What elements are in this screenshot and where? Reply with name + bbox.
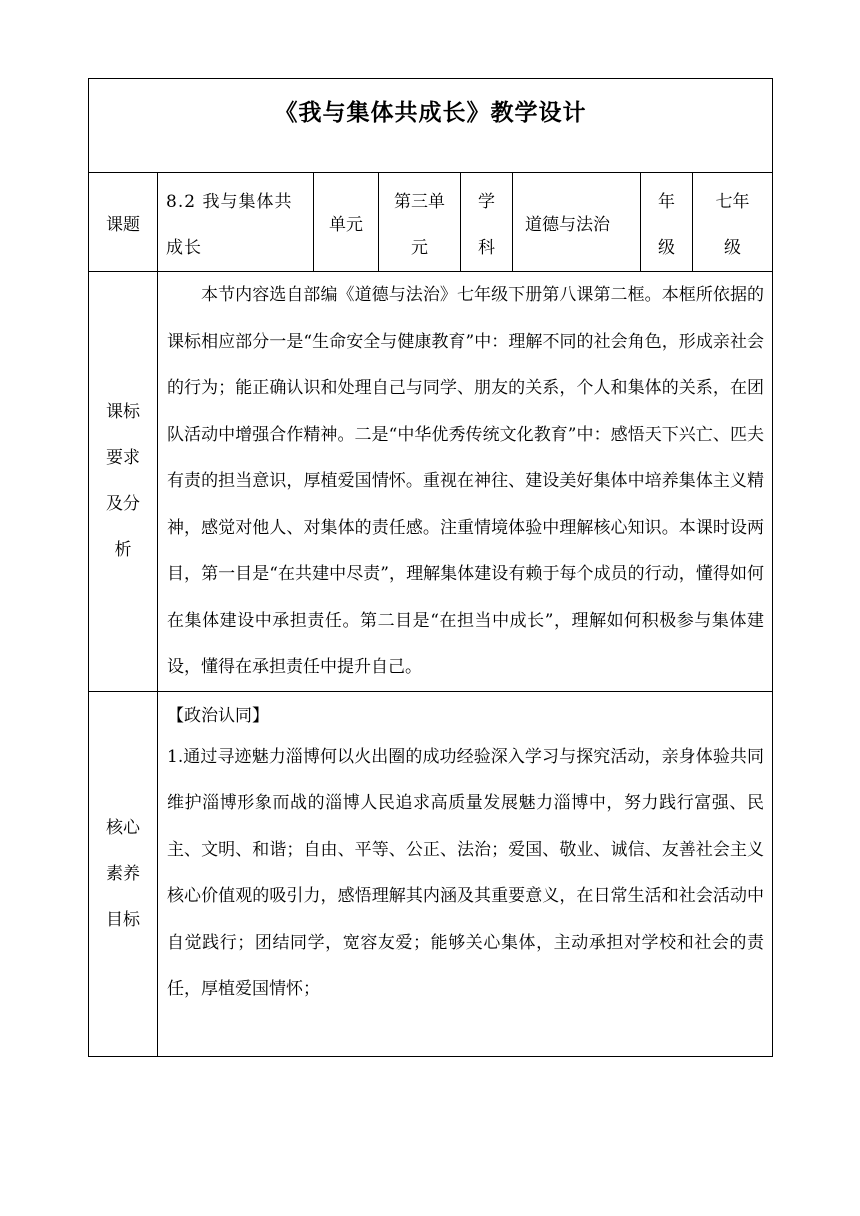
unit-value: 第三单元 (394, 192, 445, 258)
lesson-plan-table (88, 78, 773, 1057)
unit-label: 单元 (329, 215, 363, 235)
unit-value-cell (379, 173, 461, 272)
goals-text: 1.通过寻迹魅力淄博何以火出圈的成功经验深入学习与探究活动，亲身体验共同维护淄博形象而战的淄博人民追求高质量发展魅力淄博中，努力践行富强、民主、文明、和谐；自由、平等、公正、法治；爱国、敬业、诚信、友善社会主义核心价值观的吸引力，感悟理解其内涵及其重要意义，在日常生活和社会活动中自觉践行；团结同学，宽容友爱；能够关心集体，主动承担对学校和社会的责任，厚植爱国情怀； (167, 746, 764, 999)
subject-value: 道德与法治 (525, 215, 610, 235)
grade-label: 年级 (658, 192, 675, 258)
analysis-row (89, 272, 773, 692)
analysis-label: 课标要求及分析 (106, 402, 140, 561)
goals-label: 核心素养目标 (106, 817, 140, 930)
goals-heading: 【政治认同】 (167, 705, 269, 726)
subject-label-cell (461, 173, 513, 272)
analysis-label-cell (89, 272, 158, 692)
document-title: 《我与集体共成长》教学设计 (274, 99, 587, 126)
analysis-cell (158, 272, 773, 692)
topic-label: 课题 (106, 215, 140, 235)
header-row (89, 173, 773, 272)
analysis-paragraph (158, 272, 772, 691)
goals-label-cell (89, 691, 158, 1056)
grade-value: 七年级 (715, 192, 750, 258)
topic-value: 8.2 我与集体共成长 (166, 192, 293, 258)
title-cell (89, 79, 773, 173)
unit-label-cell (314, 173, 379, 272)
subject-value-cell (513, 173, 641, 272)
grade-value-cell (693, 173, 773, 272)
topic-value-cell (158, 173, 314, 272)
goals-row (89, 691, 773, 1056)
grade-label-cell (641, 173, 693, 272)
goals-cell (158, 691, 773, 1056)
analysis-text: 本节内容选自部编《道德与法治》七年级下册第八课第二框。本框所依据的课标相应部分一是“生命安全与健康教育”中：理解不同的社会角色，形成亲社会的行为；能正确认识和处理自己与同学、朋友的关系，个人和集体的关系，在团队活动中增强合作精神。二是“中华优秀传统文化教育”中：感悟天下兴亡、匹夫有责的担当意识，厚植爱国情怀。重视在神往、建设美好集体中培养集体主义精神，感觉对他人、对集体的责任感。注重情境体验中理解核心知识。本课时设两目，第一目是“在共建中尽责”，理解集体建设有赖于每个成员的行动，懂得如何在集体建设中承担责任。第二目是“在担当中成长”，理解如何积极参与集体建设，懂得在承担责任中提升自己。 (167, 285, 764, 677)
topic-label-cell (89, 173, 158, 272)
subject-label: 学科 (478, 192, 495, 258)
